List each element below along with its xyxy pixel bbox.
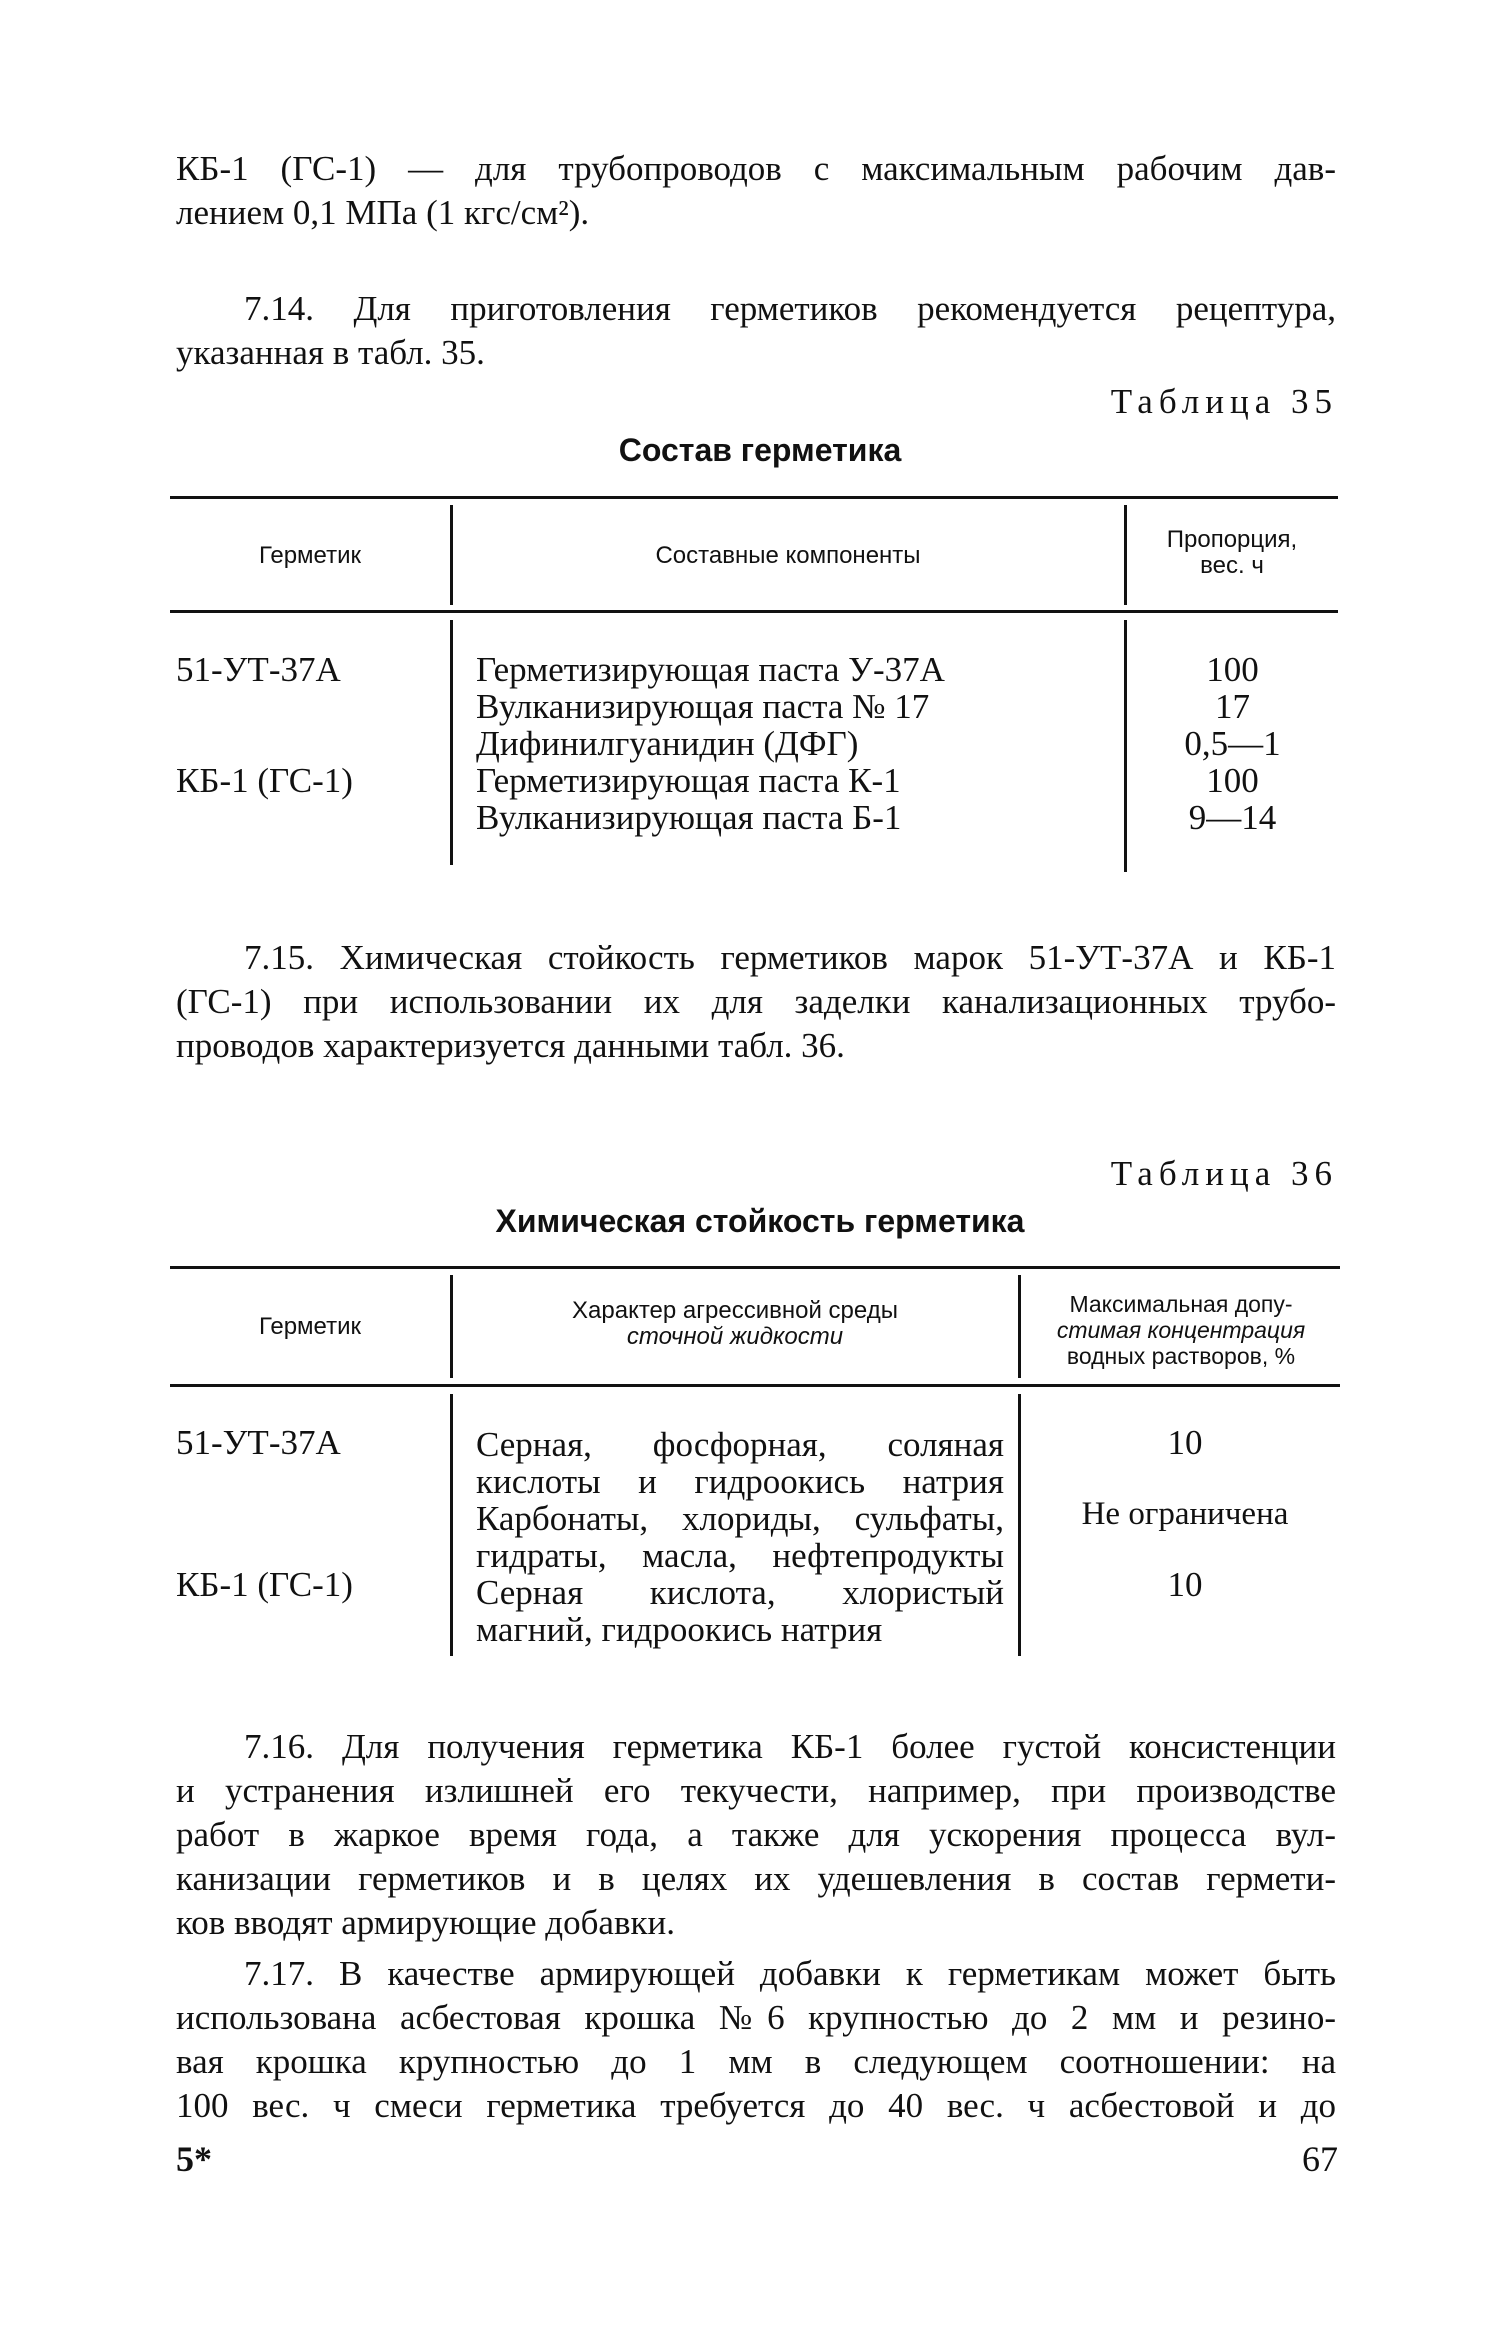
column-divider — [1018, 1275, 1021, 1378]
table-cell-concentration: Не ограничена — [1081, 1496, 1289, 1532]
header-line: водных растворов, % — [1066, 1343, 1296, 1369]
column-divider — [450, 620, 453, 865]
text-line: 100 вес. ч смеси герметика требуется до 40 вес. ч асбестовой и до — [176, 2086, 1336, 2125]
component-line: Вулканизирующая паста № 17 — [476, 687, 930, 726]
text-line: 7.16. Для получения герметика КБ-1 более густой консистенции — [244, 1727, 1336, 1766]
component-line: Герметизирующая паста У-37А — [476, 650, 945, 689]
column-header-sealant: Герметик — [258, 1313, 362, 1340]
paragraph-7-17 — [176, 1952, 1336, 2128]
text-line: вая крошка крупностью до 1 мм в следующем соотношении: на — [176, 2042, 1336, 2081]
header-line: вес. ч — [1200, 552, 1264, 579]
text-line: проводов характеризуется данными табл. 36. — [176, 1026, 845, 1065]
page-number: 67 — [1302, 2139, 1338, 2179]
text-line: 7.17. В качестве армирующей добавки к герметикам может быть — [244, 1954, 1336, 1993]
medium-line: кислоты и гидроокись натрия — [476, 1462, 1004, 1501]
header-line: Характер агрессивной среды — [572, 1297, 898, 1324]
table-cell-proportions — [1130, 651, 1335, 836]
table-cell-sealant: 51-УТ-37А — [176, 1423, 341, 1462]
paragraph-7-16 — [176, 1725, 1336, 1945]
table-top-rule — [170, 1266, 1340, 1269]
text-line: канизации герметиков и в целях их удешевления в состав гермети- — [176, 1859, 1336, 1898]
text-line: ков вводят армирующие добавки. — [176, 1903, 675, 1942]
column-header-concentration — [1022, 1291, 1340, 1369]
signature-mark: 5* — [176, 2139, 212, 2179]
column-header-sealant: Герметик — [258, 542, 362, 569]
table-header-rule — [170, 1384, 1340, 1387]
proportion-value: 100 — [1206, 761, 1259, 800]
column-header-proportion — [1127, 527, 1337, 579]
header-line: Пропорция, — [1166, 526, 1298, 553]
proportion-value: 9—14 — [1188, 798, 1277, 837]
table-36-label: Таблица 36 — [1110, 1154, 1338, 1193]
component-line: Герметизирующая паста К-1 — [476, 761, 901, 800]
text-line: работ в жаркое время года, а также для ускорения процесса вул- — [176, 1815, 1336, 1854]
column-header-components: Составные компоненты — [655, 542, 921, 569]
column-divider — [1124, 620, 1127, 872]
table-36-title: Химическая стойкость герметика — [495, 1203, 1025, 1239]
medium-line: магний, гидроокись натрия — [476, 1610, 883, 1649]
table-cell-concentration: 10 — [1167, 1423, 1203, 1462]
table-35-label: Таблица 35 — [1110, 382, 1338, 421]
header-line: сточной жидкости — [626, 1323, 844, 1350]
medium-line: Серная, фосфорная, соляная — [476, 1425, 1004, 1464]
table-cell-sealant: КБ-1 (ГС-1) — [176, 1565, 353, 1604]
column-divider — [1018, 1394, 1021, 1656]
table-35-title: Состав герметика — [618, 432, 902, 468]
table-cell-concentration: 10 — [1167, 1565, 1203, 1604]
paragraph-7-14 — [176, 287, 1336, 375]
medium-line: Карбонаты, хлориды, сульфаты, — [476, 1499, 1004, 1538]
table-top-rule — [170, 496, 1338, 499]
intro-paragraph — [176, 147, 1336, 235]
text-line: КБ-1 (ГС-1) — для трубопроводов с максимальным рабочим дав- — [176, 149, 1336, 188]
table-cell-sealant: 51-УТ-37А — [176, 650, 341, 689]
proportion-value: 100 — [1206, 650, 1259, 689]
medium-line: гидраты, масла, нефтепродукты — [476, 1536, 1004, 1575]
header-line: стимая концентрация — [1056, 1317, 1306, 1343]
proportion-value: 0,5—1 — [1184, 724, 1281, 763]
column-header-medium — [453, 1298, 1017, 1350]
medium-line: Серная кислота, хлористый — [476, 1573, 1004, 1612]
text-line: использована асбестовая крошка №6 крупностью до 2 мм и резино- — [176, 1998, 1336, 2037]
text-line: 7.14. Для приготовления герметиков рекомендуется рецептура, — [244, 289, 1336, 328]
component-line: Вулканизирующая паста Б-1 — [476, 798, 902, 837]
text-line: указанная в табл. 35. — [176, 333, 485, 372]
column-divider — [450, 1394, 453, 1656]
table-cell-sealant: КБ-1 (ГС-1) — [176, 761, 353, 800]
component-line: Дифинилгуанидин (ДФГ) — [476, 724, 859, 763]
paragraph-7-15 — [176, 936, 1336, 1068]
table-cell-medium — [476, 1426, 1004, 1648]
proportion-value: 17 — [1215, 687, 1250, 726]
text-line: лением 0,1 МПа (1 кгс/см²). — [176, 193, 590, 232]
text-line: 7.15. Химическая стойкость герметиков марок 51-УТ-37А и КБ-1 — [244, 938, 1336, 977]
text-line: (ГС-1) при использовании их для заделки канализационных трубо- — [176, 982, 1336, 1021]
table-header-rule — [170, 610, 1338, 613]
table-cell-components — [476, 651, 945, 836]
text-line: и устранения излишней его текучести, например, при производстве — [176, 1771, 1336, 1810]
header-line: Максимальная допу- — [1069, 1291, 1293, 1317]
